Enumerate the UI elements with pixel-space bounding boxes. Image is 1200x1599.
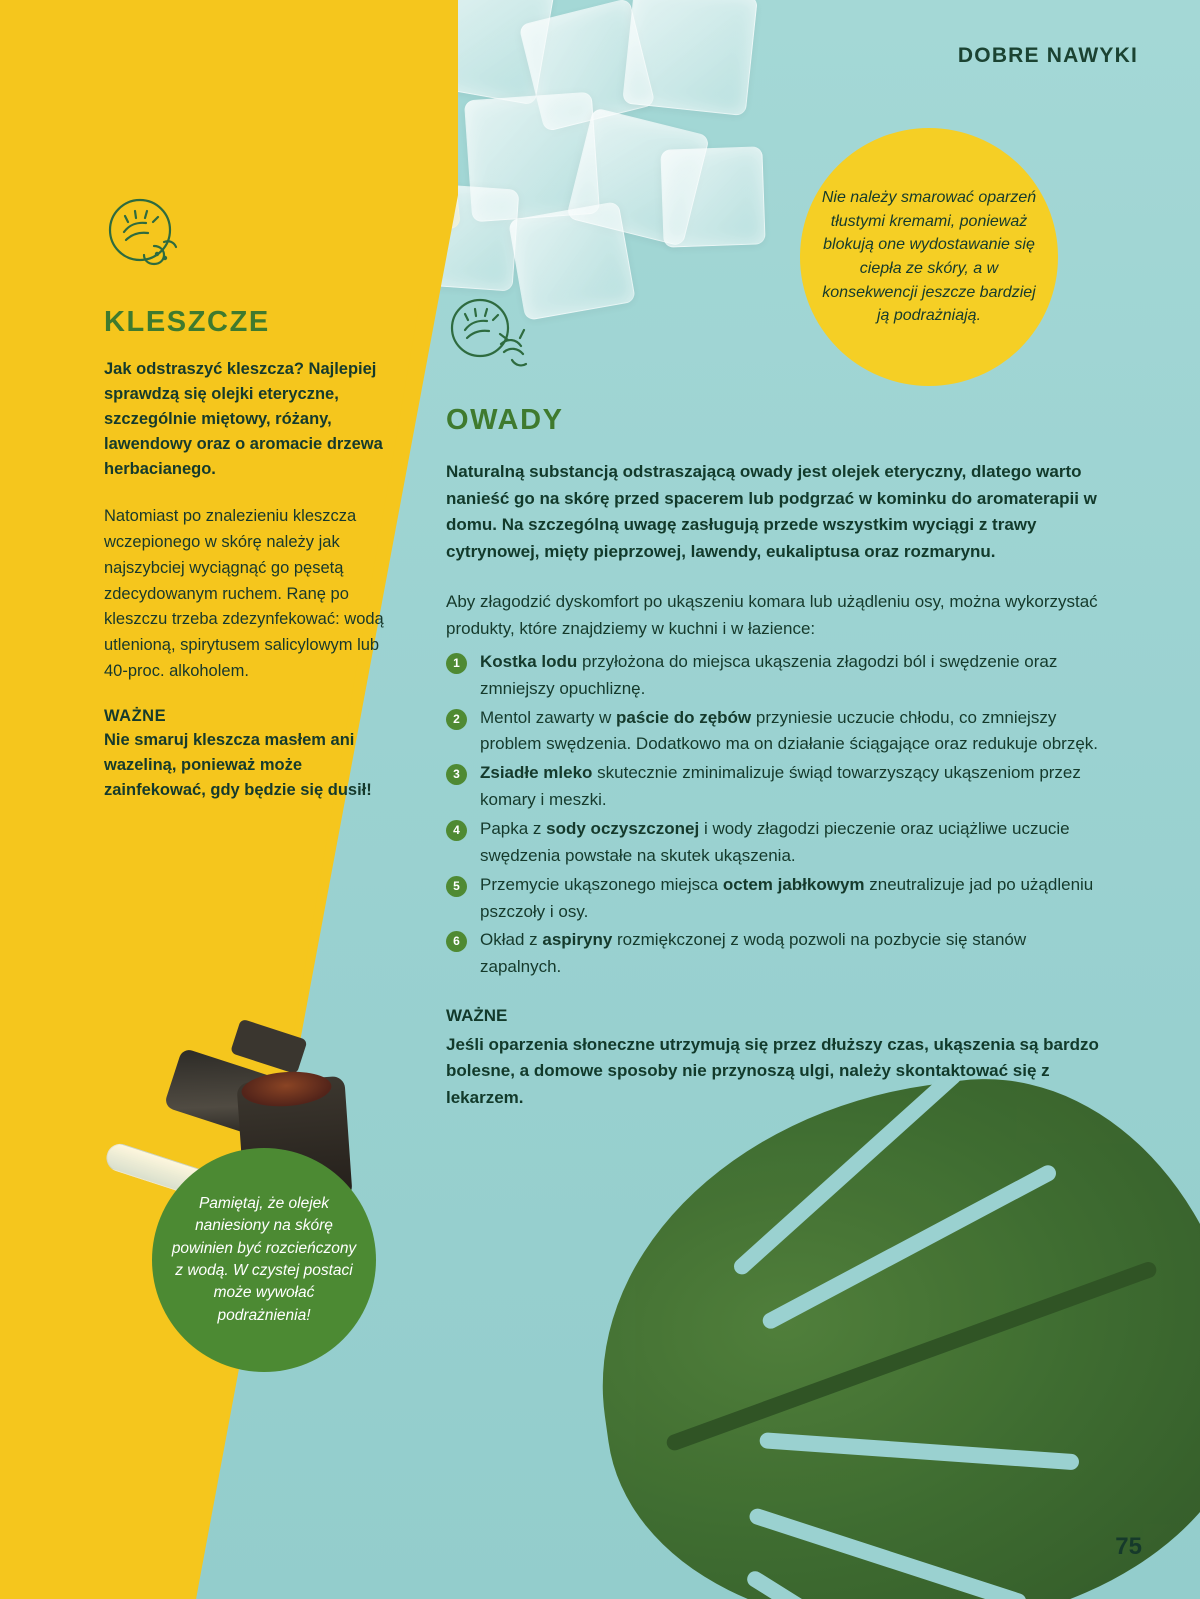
section-kleszcze: [104, 196, 389, 825]
tip-text-post: przyniesie uczucie chłodu, co zmniejszy problem swędzenia. Dodatkowo ma on działanie ściągające oraz redukuje obrzęk.: [480, 707, 1099, 754]
tip-text-post: skutecznie zminimalizuje świąd towarzyszący ukąszeniom przez komary i meszki.: [480, 763, 1081, 810]
tip-keyword: octem jabłkowym: [722, 874, 865, 894]
tip-number-badge: 1: [446, 653, 467, 674]
kleszcze-body: Natomiast po znalezieniu kleszcza wczepionego w skórę należy jak najszybciej wyciągnąć go pęsetą zdecydowanym ruchem. Ranę po kleszczu trzeba zdezynfekować: wodą utlenioną, spirytusem salicylowym lub 40-proc. alkoholem.: [104, 507, 384, 680]
tip-keyword: paście do zębów: [616, 707, 752, 727]
page-number: 75: [1115, 1533, 1142, 1560]
insect-bite-icon: [446, 296, 1106, 382]
kleszcze-lead: Jak odstraszyć kleszcza? Najlepiej sprawdzą się olejki eteryczne, szczególnie miętowy, różany, lawendowy oraz o aromacie drzewa herbacianego.: [104, 360, 383, 479]
owady-note-text: Jeśli oparzenia słoneczne utrzymują się przez dłuższy czas, ukąszenia są bardzo bolesne, a domowe sposoby nie przynoszą ulgi, należy skontaktować się z lekarzem.: [446, 1034, 1099, 1107]
tip-item: [446, 872, 1106, 926]
tip-item: [446, 927, 1106, 981]
callout-circle-green: [152, 1148, 376, 1372]
tip-item: [446, 649, 1106, 703]
owady-note-label: WAŻNE: [446, 1006, 508, 1026]
tip-text-post: rozmiękczonej z wodą pozwoli na pozbycie się stanów zapalnych.: [480, 930, 1027, 977]
tip-item: [446, 816, 1106, 870]
tip-keyword: sody oczyszczonej: [546, 818, 700, 838]
tip-number-badge: 6: [446, 931, 467, 952]
page-title-kleszcze: KLESZCZE: [104, 306, 270, 338]
kleszcze-note-text: Nie smaruj kleszcza masłem ani wazeliną, ponieważ może zainfekować, gdy będzie się dusił!: [104, 730, 372, 799]
tip-number-badge: 4: [446, 820, 467, 841]
tip-keyword: Zsiadłe mleko: [480, 763, 593, 783]
tip-item: [446, 760, 1106, 814]
tip-text-pre: Papka z: [480, 818, 547, 838]
tip-text-post: i wody złagodzi pieczenie oraz uciążliwe uczucie swędzenia powstałe na skutek ukąszenia.: [480, 818, 1070, 865]
skin-irritation-icon: [104, 196, 389, 282]
tip-number-badge: 2: [446, 709, 467, 730]
section-owady: [446, 296, 1106, 1135]
tip-keyword: aspiryny: [542, 930, 613, 950]
tip-number-badge: 5: [446, 876, 467, 897]
owady-lead: Naturalną substancją odstraszającą owady jest olejek eteryczny, dlatego warto nanieść go na skórę przed spacerem lub podgrzać w kominku do aromaterapii w domu. Na szczególną uwagę zasługują przede wszystkim wyciągi z trawy cytrynowej, mięty pieprzowej, lawendy, eukaliptusa oraz rozmarynu.: [446, 462, 1097, 561]
tip-text-pre: Przemycie ukąszonego miejsca: [480, 874, 723, 894]
tip-item: [446, 705, 1106, 759]
tip-number-badge: 3: [446, 764, 467, 785]
owady-intro: Aby złagodzić dyskomfort po ukąszeniu komara lub użądleniu osy, można wykorzystać produkty, które znajdziemy w kuchni i w łazience:: [446, 592, 1098, 638]
callout-yellow-text: Nie należy smarować oparzeń tłustymi kremami, ponieważ blokują one wydostawanie się ciepła ze skóry, a w konsekwencji jeszcze bardziej ją podrażniają.: [821, 188, 1037, 325]
tip-keyword: Kostka lodu: [480, 651, 578, 671]
callout-green-text: Pamiętaj, że olejek naniesiony na skórę powinien być rozcieńczony z wodą. W czystej postaci może wywołać podrażnienia!: [171, 1194, 357, 1324]
tip-text-pre: Mentol zawarty w: [480, 707, 617, 727]
kleszcze-note-label: WAŻNE: [104, 706, 167, 725]
tip-text-pre: Okład z: [480, 930, 543, 950]
page-title-owady: OWADY: [446, 404, 564, 436]
header-kicker: DOBRE NAWYKI: [957, 44, 1138, 67]
tip-text-post: przyłożona do miejsca ukąszenia złagodzi ból i swędzenie oraz zmniejszy opuchliznę.: [480, 651, 1058, 698]
tip-text-post: zneutralizuje jad po użądleniu pszczoły i osy.: [480, 874, 1094, 921]
tips-list: [446, 649, 1106, 981]
